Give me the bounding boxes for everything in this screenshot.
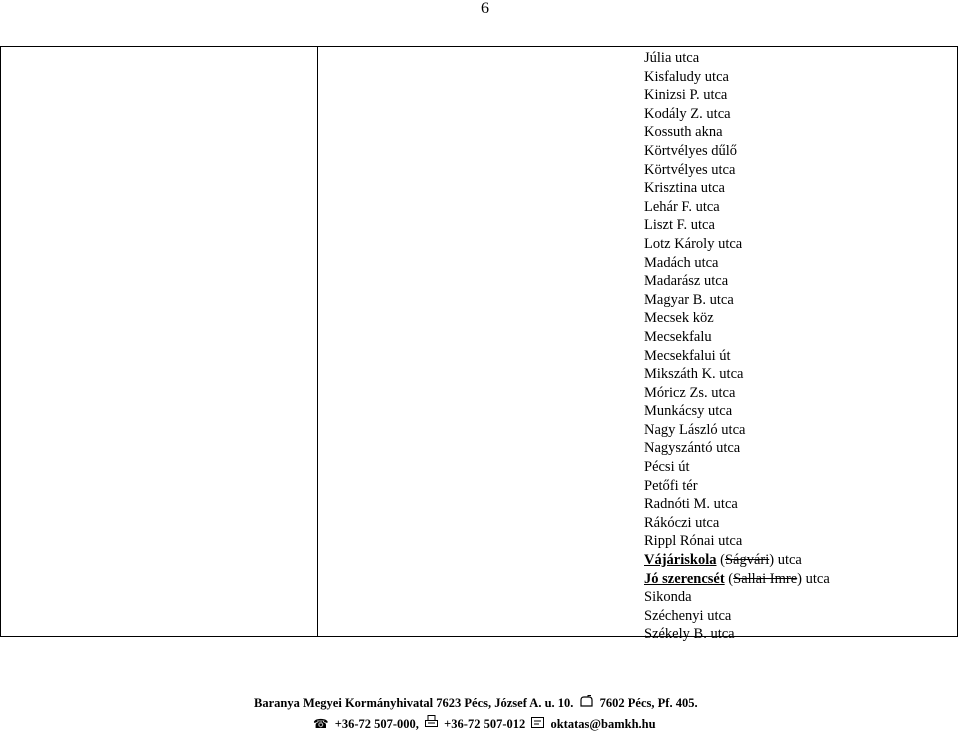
mailbox-icon <box>580 693 594 714</box>
street-suffix: ) utca <box>769 552 802 569</box>
list-item: Móricz Zs. utca <box>644 384 736 401</box>
list-item: Lehár F. utca <box>644 198 720 215</box>
new-street-name: Jó szerencsét <box>644 570 725 587</box>
list-item: Mecsekfalu <box>644 328 712 345</box>
list-item: Krisztina utca <box>644 180 725 197</box>
old-street-name: Sallai Imre <box>733 570 798 587</box>
list-item: Madarász utca <box>644 273 729 290</box>
list-item: Kossuth akna <box>644 124 723 141</box>
list-item: Kodály Z. utca <box>644 105 731 122</box>
list-item: Petőfi tér <box>644 477 698 494</box>
old-street-name: Ságvári <box>724 552 770 569</box>
list-item: Mecsek köz <box>644 310 714 327</box>
po-box-text: 7602 Pécs, Pf. 405. <box>599 696 698 710</box>
paren-open: ( <box>724 570 734 587</box>
phone-icon: ☎ <box>313 717 329 731</box>
list-item: Liszt F. utca <box>644 217 715 234</box>
list-item: Rákóczi utca <box>644 514 720 531</box>
list-item: Nagyszántó utca <box>644 440 741 457</box>
footer-address-line <box>254 693 698 714</box>
new-street-name: Vájáriskola <box>644 552 717 569</box>
list-item: Kisfaludy utca <box>644 68 729 85</box>
renamed-street-item <box>644 570 830 589</box>
list-item: Széchenyi utca <box>644 607 732 624</box>
list-item: Mikszáth K. utca <box>644 366 744 383</box>
list-item: Sikonda <box>644 589 692 606</box>
list-item: Madách utca <box>644 254 719 271</box>
list-item: Júlia utca <box>644 50 700 66</box>
phone-number: +36-72 507-000, <box>334 717 419 731</box>
list-item: Munkácsy utca <box>644 403 733 420</box>
street-table <box>0 46 958 643</box>
address-text: Baranya Megyei Kormányhivatal 7623 Pécs, József A. u. 10. <box>254 696 574 710</box>
street-list <box>644 49 830 644</box>
list-item: Nagy László utca <box>644 421 746 438</box>
email-address[interactable]: oktatas@bamkh.hu <box>550 717 656 731</box>
list-item: Körtvélyes dűlő <box>644 142 738 159</box>
list-item: Pécsi út <box>644 459 690 476</box>
page-number: 6 <box>481 0 489 17</box>
column-divider <box>317 47 318 636</box>
list-item: Kinizsi P. utca <box>644 87 728 104</box>
renamed-street-item <box>644 551 830 570</box>
list-item: Rippl Rónai utca <box>644 533 743 550</box>
list-item: Radnóti M. utca <box>644 496 738 513</box>
list-item: Mecsekfalui út <box>644 347 731 364</box>
list-item: Lotz Károly utca <box>644 235 743 252</box>
list-item: Körtvélyes utca <box>644 161 736 178</box>
list-item: Székely B. utca <box>644 626 735 643</box>
fax-number: +36-72 507-012 <box>444 717 526 731</box>
street-suffix: ) utca <box>797 570 830 587</box>
list-item: Magyar B. utca <box>644 291 734 308</box>
paren-open: ( <box>716 552 725 569</box>
